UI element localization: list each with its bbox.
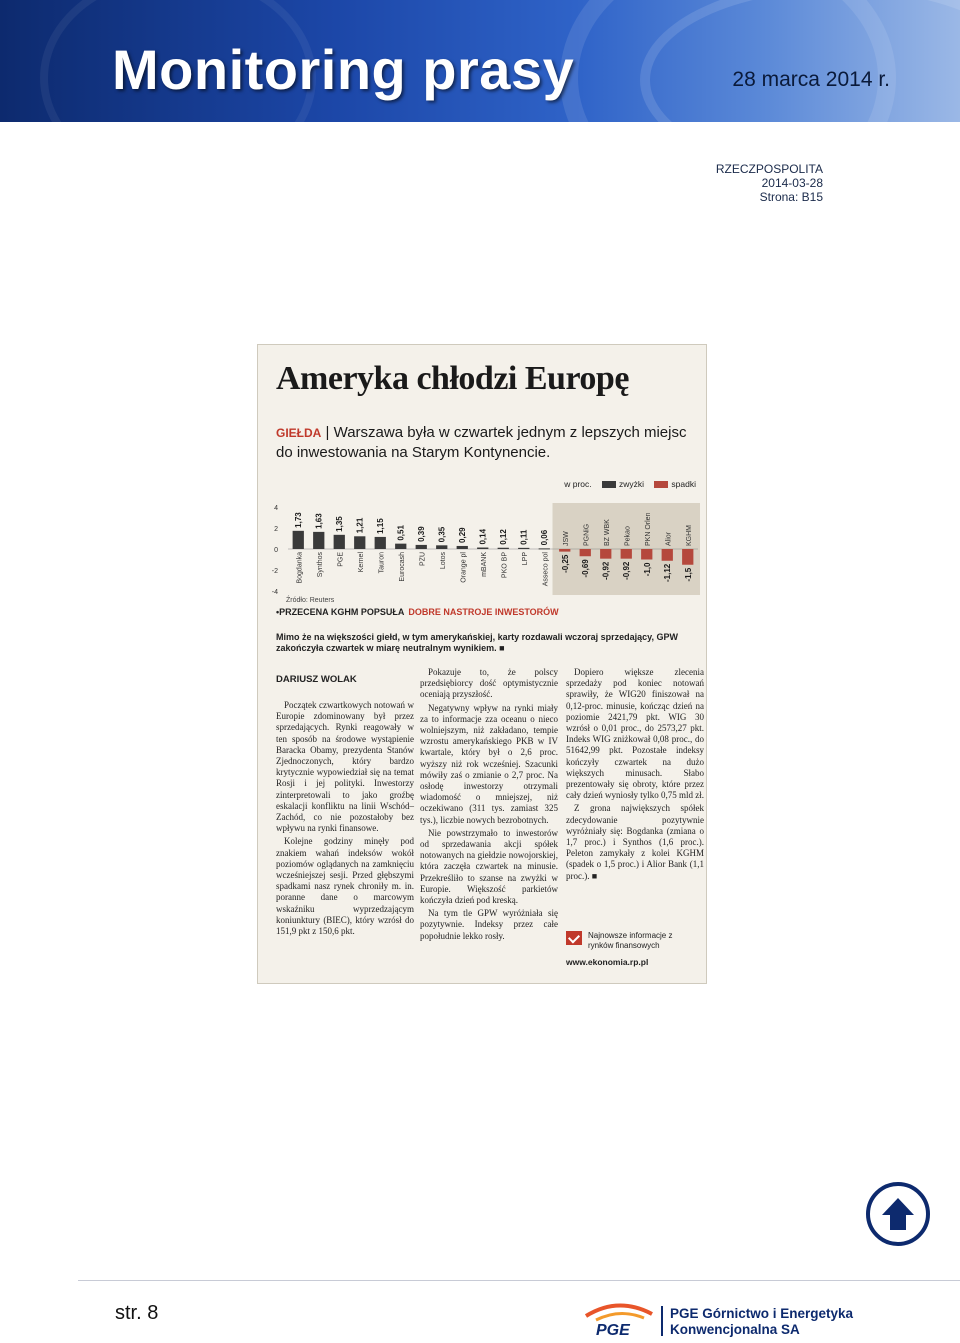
bar-pzu [416, 545, 427, 549]
banner-decoration [640, 0, 960, 122]
bar-category-label: KGHM [685, 525, 693, 546]
legend-swatch-up [602, 481, 616, 488]
bar-value-label: 0,39 [417, 526, 427, 542]
article-subheadline: GIEŁDA | Warszawa była w czwartek jednym z lepszych miejsc do inwestowania na Starym Kontynencie. [276, 424, 687, 461]
article-kicker: GIEŁDA [276, 426, 322, 440]
article-column-2 [420, 667, 558, 944]
bar-category-label: Pekao [624, 526, 632, 546]
bar-lpp [518, 548, 529, 549]
bar-lotos [436, 545, 447, 549]
paragraph: Na tym tle GPW wyróżniała się pozytywnie. Indeksy przez całe popołudnie lekko rosły. [420, 908, 558, 941]
article-column-1 [276, 700, 414, 939]
legend-down: spadki [671, 479, 696, 489]
bar-value-label: -1,5 [683, 567, 693, 582]
y-tick-label: 2 [274, 526, 278, 533]
bar-eurocash [395, 544, 406, 549]
bar-value-label: 0,51 [396, 525, 406, 541]
bar-value-label: 1,15 [376, 518, 386, 534]
bar-category-label: JSW [562, 531, 570, 546]
paragraph: Negatywny wpływ na rynki miały za to informacje zza oceanu o nieco wolniejszym, niż zakładano, tempie wzrostu amerykańskiego PKB w IV kwartale, który był o 2,6 proc. wyższy niż rok wcześniej. Szacunki mówiły zaś o zmianie o 2,7 proc. Na osłodę inwestorzy otrzymali wiadomość o mniejszej, niż oczekiwano (311 tys. zamiast 325 tys.), liczbie nowych bezrobotnych. [420, 702, 558, 825]
bar-category-label: Orange pl [460, 552, 468, 583]
bar-orange-pl [457, 546, 468, 549]
bar-value-label: -0,25 [560, 554, 570, 573]
bar-value-label: 0,14 [478, 528, 488, 545]
source-date: 2014-03-28 [761, 176, 823, 190]
bar-category-label: LPP [521, 552, 529, 566]
bar-value-label: -1,12 [663, 563, 673, 582]
header-date: 28 marca 2014 r. [732, 68, 890, 91]
article-lead: Mimo że na większości giełd, w tym amerykańskiej, karty rozdawali wczoraj sprzedający, GPW zakończyła czwartek w miarę neutralnym wynikiem. ■ [276, 632, 678, 653]
chart-legend [564, 479, 696, 489]
bar-synthos [313, 532, 324, 549]
mail-icon [566, 931, 582, 945]
lead-line [276, 607, 559, 617]
bar-value-label: 0,11 [519, 529, 529, 545]
bar-value-label: 1,21 [355, 517, 365, 534]
bar-value-label: -1,0 [642, 562, 652, 577]
bar-category-label: Synthos [316, 552, 324, 578]
article-column-3 [566, 667, 704, 884]
bar-value-label: -0,92 [601, 561, 611, 580]
company-name [670, 1306, 853, 1338]
bar-category-label: Lotos [439, 552, 447, 570]
article-author: DARIUSZ WOLAK [276, 674, 357, 685]
arrow-up-icon [870, 1186, 926, 1242]
article-headline: Ameryka chłodzi Europę [276, 360, 629, 397]
company-line-1: PGE Górnictwo i Energetyka [670, 1306, 854, 1321]
bar-tauron [375, 537, 386, 549]
promo-text: Najnowsze informacje z rynków finansowych [588, 931, 673, 950]
bar-value-label: 0,29 [458, 527, 468, 543]
chart-source: Źródło: Reuters [286, 597, 335, 604]
pge-logo [580, 1302, 660, 1338]
paragraph: Z grona największych spółek zdecydowanie pozytywnie wyróżniały się: Bogdanka (zmiana o 1,7 proc.) i Synthos (1,6 proc.). Peleton zamykały z kolei KGHM (spadek o 1,5 proc.) i Alior Bank (1,1 proc.). ■ [566, 803, 704, 881]
bar-category-label: PGNiG [583, 523, 591, 546]
bar-asseco-pol [539, 548, 550, 549]
y-tick-label: -2 [271, 568, 278, 575]
page-number: str. 8 [115, 1302, 159, 1324]
bar-alior [662, 549, 673, 561]
bar-value-label: 1,35 [335, 516, 345, 532]
article-clipping [257, 344, 707, 984]
logo-text: PGE [596, 1322, 630, 1338]
bar-value-label: 0,06 [540, 529, 550, 546]
y-tick-label: -4 [271, 589, 278, 596]
bar-category-label: BZ WBK [603, 519, 611, 546]
bar-mbank [477, 548, 488, 549]
bar-category-label: Eurocash [398, 552, 406, 582]
bar-pekao [621, 549, 632, 559]
bar-category-label: Alior [665, 531, 673, 546]
bar-category-label: Bogdanka [296, 552, 304, 584]
bar-category-label: mBANK [480, 552, 488, 577]
pge-logo-icon [580, 1302, 660, 1338]
source-publication: RZECZPOSPOLITA [715, 162, 823, 176]
bar-value-label: 1,73 [294, 512, 304, 528]
page-title: Monitoring prasy [112, 38, 575, 101]
lead-highlight: DOBRE NASTROJE INWESTORÓW [408, 607, 559, 617]
bar-category-label: PKO BP [501, 552, 509, 579]
bar-value-label: -0,92 [622, 561, 632, 580]
footer-divider [78, 1280, 960, 1281]
bar-pge [334, 535, 345, 549]
bar-bz-wbk [600, 549, 611, 559]
bar-category-label: Asseco pol [542, 552, 550, 587]
source-info [716, 162, 823, 204]
bar-category-label: PGE [337, 552, 345, 567]
legend-swatch-down [654, 481, 668, 488]
legend-up: zwyżki [619, 479, 645, 489]
y-tick-label: 4 [274, 505, 278, 512]
y-tick-label: 0 [274, 547, 278, 554]
bar-value-label: 0,35 [437, 526, 447, 543]
chart-svg [258, 495, 706, 605]
bar-category-label: Tauron [378, 552, 386, 574]
article-subheadline-text: Warszawa była w czwartek jednym z lepszych miejsc do inwestowania na Starym Kontynencie. [276, 424, 687, 461]
paragraph: Kolejne godziny minęły pod znakiem wahań indeksów wokół poziomów oglądanych na zamknięciu wcześniejszej sesji. Przed głębszymi spadkami nasz rynek chroniły m. in. poranne dane o marcowym wskaźniku wyprzedzającym koniunktury (BIEC), który wzrósł do 151,9 pkt z 150,6 pkt. [276, 836, 414, 937]
bar-value-label: 0,12 [499, 529, 509, 545]
header-banner [0, 0, 960, 122]
back-to-top-button[interactable] [866, 1182, 930, 1246]
bar-pgnig [580, 549, 591, 556]
bar-pkn-orlen [641, 549, 652, 560]
bar-value-label: -0,69 [581, 559, 591, 578]
company-line-2: Konwencjonalna SA [670, 1322, 800, 1337]
bar-jsw [559, 549, 570, 552]
legend-unit: w proc. [564, 479, 592, 489]
bar-pko-bp [498, 548, 509, 549]
bar-kernel [354, 536, 365, 549]
source-page: Strona: B15 [759, 190, 823, 204]
bar-value-label: 1,63 [314, 513, 324, 529]
bar-kghm [682, 549, 693, 565]
promo-box [566, 931, 704, 967]
stock-chart [258, 495, 706, 605]
bar-category-label: PKN Orlen [644, 512, 652, 546]
paragraph: Początek czwartkowych notowań w Europie zdominowany był przez sprzedających. Rynki reagowały w ten sposób na środowe wystąpienie Baracka Obamy, prezydenta Stanów Zjednoczonych, który bardzo krytycznie wypowiedział się na temat Rosji i jej polityki. Inwestorzy zinterpretowali to jako groźbę eskalacji konfliktu na linii Wschód–Zachód, co nie pozostałoby bez wpływu na rynki finansowe. [276, 700, 414, 834]
lead-prefix: •PRZECENA KGHM POPSUŁA [276, 607, 405, 617]
logo-divider [661, 1306, 663, 1336]
bar-bogdanka [293, 531, 304, 549]
bar-category-label: PZU [419, 552, 427, 566]
paragraph: Nie powstrzymało to inwestorów od sprzedawania akcji spółek notowanych na giełdzie nowojorskiej, która zaczęła czwartek na minusie. Przekreśliło to szanse na zwyżki w Europie. Większość parkietów kończyła dzień pod kreską. [420, 827, 558, 906]
paragraph: Dopiero większe zlecenia sprzedaży pod koniec notowań sprawiły, że WIG20 finiszował na 0,12-proc. minusie, kończąc dzień na poziomie 2421,79 pkt. WIG 30 wzrósł o 0,01 proc., do 2573,27 pkt. Indeks WIG zniżkował 0,08 proc., do 51642,99 pkt. Pozostałe indeksy kończyły czwartek na dużo większych minusach. Słabo prezentowały się obroty, które przez cały dzień wyniosły tylko 0,75 mld zł. [566, 667, 704, 801]
bar-category-label: Kernel [357, 552, 365, 573]
promo-url[interactable]: www.ekonomia.rp.pl [566, 957, 649, 967]
paragraph: Pokazuje to, że polscy przedsiębiorcy dość optymistycznie oceniają przyszłość. [420, 667, 558, 700]
